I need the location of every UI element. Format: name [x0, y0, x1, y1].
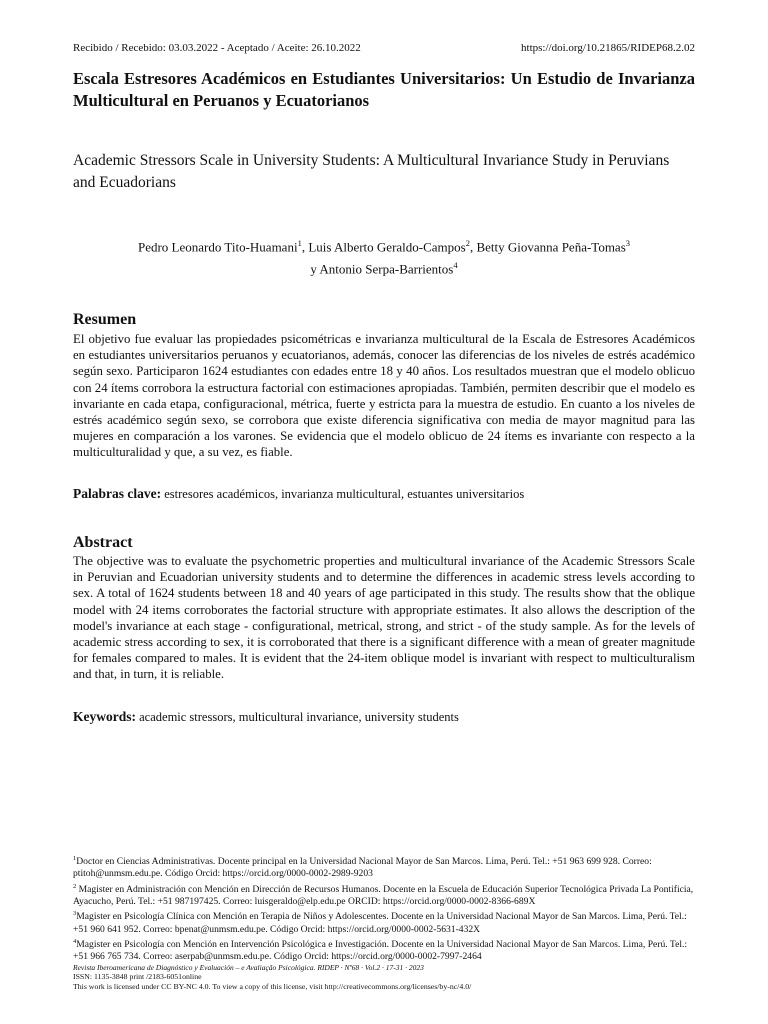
issn-line: ISSN: 1135-3848 print /2183-6051online [73, 972, 202, 982]
footnote-mark: 4 [73, 937, 77, 945]
footnote-mark: 3 [73, 910, 77, 918]
author-separator: , [469, 239, 477, 255]
keywords [73, 709, 695, 725]
footnote [73, 908, 698, 936]
author-name: y Antonio Serpa-Barrientos [310, 261, 454, 277]
title-spanish: Escala Estresores Académicos en Estudiantes Universitarios: Un Estudio de Invarianza Multicultural en Peruanos y Ecuatorianos [73, 69, 695, 110]
palabras-clave-list: estresores académicos, invarianza multicultural, estuantes universitarios [164, 487, 525, 501]
footnote-mark: 1 [73, 855, 77, 862]
author-affiliation-mark: 3 [625, 238, 631, 248]
keywords-list: academic stressors, multicultural invariance, university students [139, 710, 459, 724]
footnote-text: Magister en Administración con Mención en Dirección de Recursos Humanos. Docente en la Escuela de Educación Superior Tecnológica Privada La Pontificia, Ayacucho, Perú. Tel.: +51 987197425. Correo: luisgeraldo@elp.edu.pe ORCID: https://orcid.org/0000-0002-8366-689X [73, 883, 694, 907]
journal-citation: Revista Iberoamericana de Diagnóstico y Evaluación – e Avaliação Psicológica. RIDEP · Nº68 · Vol.2 · 17-31 · 2023 [73, 963, 424, 973]
palabras-clave [73, 486, 695, 502]
palabras-clave-label: Palabras clave: [73, 486, 162, 501]
abstract-heading: Abstract [73, 534, 133, 551]
footnote-text: Magister en Psicología Clínica con Mención en Terapia de Niños y Adolescentes. Docente en la Universidad Nacional Mayor de San Marcos. Lima, Perú. Tel.: +51 960 641 952. Correo: bpenat@unmsm.edu.pe. Código Orcid: https://orcid.org/0000-0002-5631-432X [73, 911, 687, 935]
footnote [73, 881, 698, 909]
author-affiliation-mark: 2 [465, 238, 470, 248]
license-line: This work is licensed under CC BY-NC 4.0. To view a copy of this license, visit http://creativecommons.org/licenses/by-nc/4.0/ [73, 981, 472, 991]
resumen-text: El objetivo fue evaluar las propiedades psicométricas e invarianza multicultural de la Escala de Estresores Académicos en estudiantes universitarios peruanos y ecuatorianos, además, conocer las diferencias de los niveles de estrés académico según sexo. Participaron 1624 estudiantes con edades entre 18 y 40 años. Los resultados muestran que el modelo oblicuo con 24 ítems corrobora la estructura factorial con estimaciones apropiadas. También, permiten describir que el modelo es invariante en cada etapa, configuracional, métrica, fuerte y estricta para la muestra de estudio. En cuanto a los niveles de estrés académico según sexo, se corrobora que existe diferencia significativa con media de mayor magnitud para las mujeres en comparación a los varones. Se evidencia que el modelo oblicuo de 24 ítems es invariante con respecto a la multiculturalidad y que, a su vez, es fiable. [73, 332, 695, 460]
keywords-label: Keywords: [73, 709, 136, 724]
footnotes [73, 853, 698, 991]
footnote-text: Doctor en Ciencias Administrativas. Docente principal en la Universidad Nacional Mayor de San Marcos. Lima, Perú. Tel.: +51 963 699 928. Correo: ptitoh@unmsm.edu.pe. Código Orcid: https://orcid.org/0000-0002-2989-9203 [73, 856, 652, 880]
footnote-text: Magister en Psicología con Mención en Intervención Psicológica e Investigación. Docente en la Universidad Nacional Mayor de San Marcos. Lima, Perú. Tel.: +51 966 765 734. Correo: aserpab@unmsm.edu.pe. Código Orcid: https://orcid.org/0000-0002-7997-2464 [73, 938, 688, 963]
author-name: Pedro Leonardo Tito-Huamani [137, 239, 298, 255]
author-line-1 [73, 234, 695, 256]
author-line-2 [73, 256, 695, 278]
author-separator: , [301, 239, 309, 255]
author-name: Luis Alberto Geraldo-Campos [308, 239, 466, 255]
footnote [73, 853, 698, 881]
page-header [73, 42, 695, 54]
author-name: Betty Giovanna Peña-Tomas [476, 239, 626, 255]
abstract-text: The objective was to evaluate the psychometric properties and multicultural invariance of the Academic Stressors Scale in Peruvian and Ecuadorian university students and to determine the differences in academic stress levels according to sex. A total of 1624 students between 18 and 40 years of age participated in this study. The results show that the oblique model with 24 items corroborates the factorial structure with appropriate estimates. It also allows the description of the model's invariance at each stage - configurational, metrical, strong, and strict - of the study sample. As for the levels of academic stress according to sex, it is corroborated that there is a significant difference with a mean of greater magnitude for females compared to males. It is evident that the 24-item oblique model is invariant with respect to multiculturalism and that, in turn, it is reliable. [73, 554, 695, 682]
author-list [73, 234, 695, 279]
doi-link[interactable]: https://doi.org/10.21865/RIDEP68.2.02 [521, 42, 695, 54]
author-affiliation-mark: 1 [297, 238, 302, 248]
footnote [73, 936, 698, 964]
resumen-heading: Resumen [73, 311, 137, 328]
received-dates: Recibido / Recebido: 03.03.2022 - Aceptado / Aceite: 26.10.2022 [73, 42, 361, 54]
title-english: Academic Stressors Scale in University Students: A Multicultural Invariance Study in Peruvians and Ecuadorians [73, 152, 670, 191]
footnote-mark: 2 [73, 882, 77, 890]
author-affiliation-mark: 4 [453, 260, 458, 271]
